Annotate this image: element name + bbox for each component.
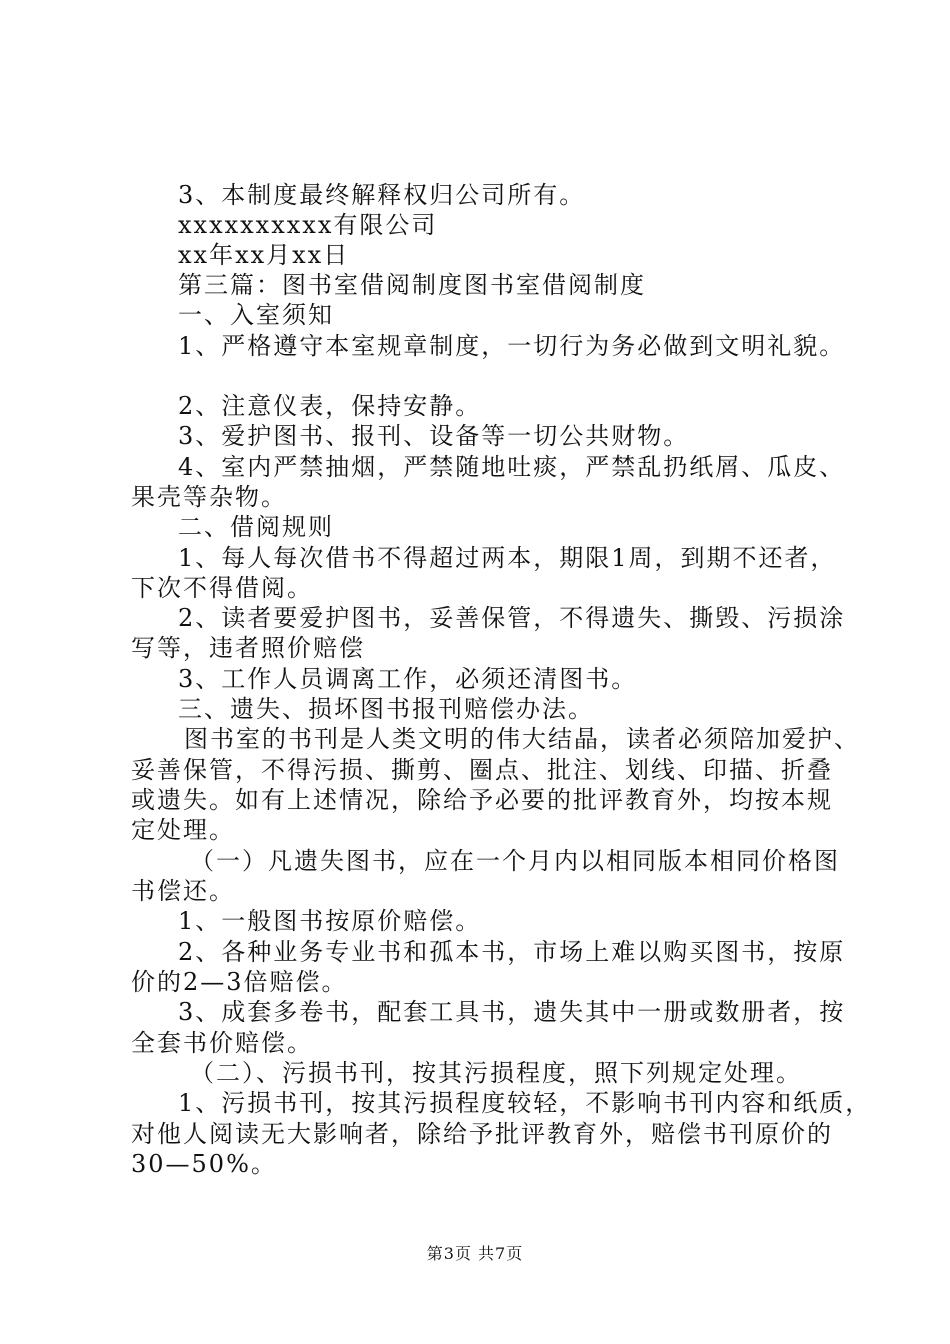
text-line: 或遗失。如有上述情况，除给予必要的批评教育外，均按本规: [131, 786, 833, 814]
text-line: 下次不得借阅。: [131, 574, 313, 602]
text-line: 价的2—3倍赔偿。: [131, 968, 348, 996]
text-line: 1、每人每次借书不得超过两本，期限1周，到期不还者，: [178, 544, 837, 572]
text-line: 3、成套多卷书，配套工具书，遗失其中一册或数册者，按: [178, 998, 846, 1026]
text-line: 果壳等杂物。: [131, 483, 287, 511]
text-line: 2、各种业务专业书和孤本书，市场上难以购买图书，按原: [178, 938, 846, 966]
page-footer: 第3页 共7页: [426, 1244, 524, 1263]
text-line: 妥善保管，不得污损、撕剪、圈点、批注、划线、印描、折叠: [131, 756, 833, 784]
text-line: 对他人阅读无大影响者，除给予批评教育外，赔偿书刊原价的: [131, 1120, 833, 1148]
text-line: 30—50%。: [131, 1150, 277, 1178]
text-line: 3、本制度最终解释权归公司所有。: [178, 181, 586, 209]
text-line: 3、爱护图书、报刊、设备等一切公共财物。: [178, 422, 690, 450]
text-line: 写等，违者照价赔偿: [131, 634, 365, 662]
text-line: 书偿还。: [131, 877, 235, 905]
subsection-heading: 一、入室须知: [178, 301, 334, 329]
text-line: 2、读者要爱护图书，妥善保管，不得遗失、撕毁、污损涂: [178, 604, 846, 632]
section-heading: 第三篇：图书室借阅制度图书室借阅制度: [178, 271, 646, 299]
text-line: 1、污损书刊，按其污损程度较轻，不影响书刊内容和纸质，: [178, 1089, 872, 1117]
text-line: 全套书价赔偿。: [131, 1029, 313, 1057]
text-line: （一）凡遗失图书，应在一个月内以相同版本相同价格图: [190, 847, 840, 875]
text-line: 3、工作人员调离工作，必须还清图书。: [178, 665, 638, 693]
text-line: 图书室的书刊是人类文明的伟大结晶，读者必须陪加爱护、: [184, 725, 860, 753]
text-line: 1、严格遵守本室规章制度，一切行为务必做到文明礼貌。: [178, 332, 846, 360]
subsection-heading: 二、借阅规则: [178, 513, 334, 541]
text-line: 4、室内严禁抽烟，严禁随地吐痰，严禁乱扔纸屑、瓜皮、: [178, 453, 846, 481]
text-line: 1、一般图书按原价赔偿。: [178, 907, 482, 935]
text-line: xx年xx月xx日: [178, 241, 350, 269]
text-line: xxxxxxxxxx有限公司: [178, 211, 438, 239]
text-line: 2、注意仪表，保持安静。: [178, 392, 482, 420]
text-line: （二）、污损书刊，按其污损程度，照下列规定处理。: [190, 1059, 802, 1087]
text-line: 定处理。: [131, 816, 235, 844]
subsection-heading: 三、遗失、损坏图书报刊赔偿办法。: [178, 695, 594, 723]
